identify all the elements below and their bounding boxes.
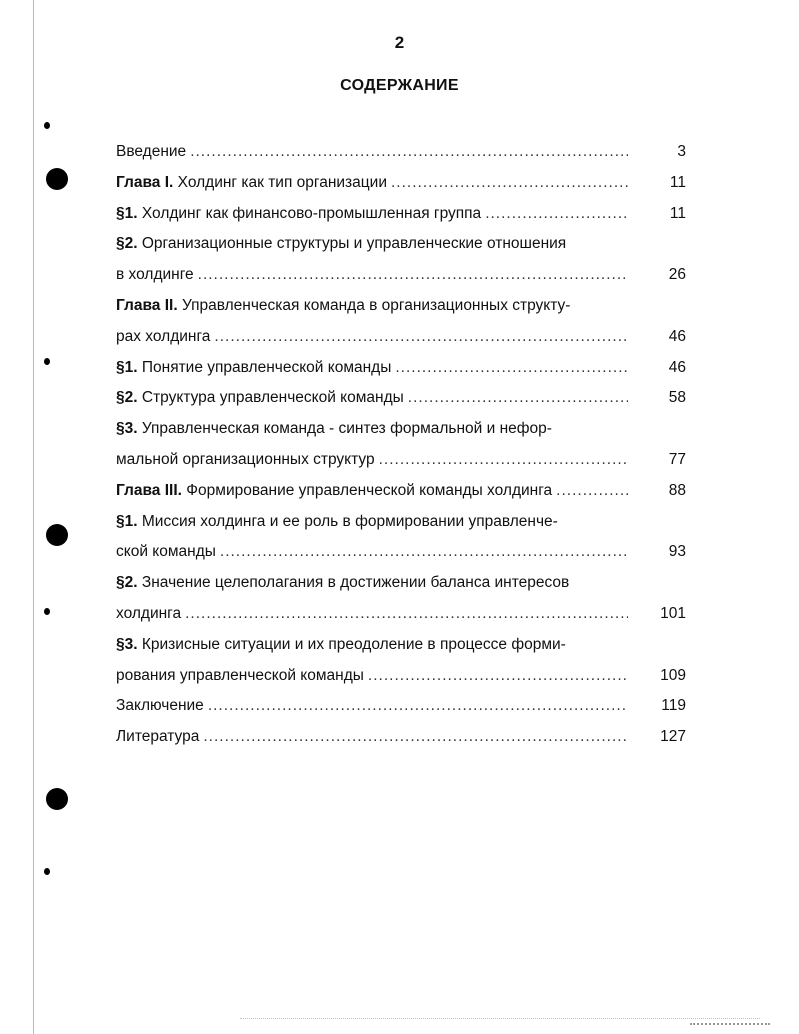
toc-line [116, 199, 686, 230]
toc-line [116, 599, 686, 630]
dot-leader [395, 353, 628, 384]
toc-entry-title-continued: ской команды [116, 543, 216, 561]
toc-entry-title: Управленческая команда в организационных структу- [177, 296, 571, 314]
toc-section-label: §3. [116, 635, 138, 653]
toc-page-number: 11 [669, 173, 686, 191]
scan-artifact [240, 1018, 760, 1023]
dot-leader [368, 661, 628, 692]
toc-line [116, 445, 686, 476]
toc-page-number: 88 [668, 481, 686, 499]
dot-leader [391, 168, 628, 199]
toc-entry-title: Миссия холдинга и ее роль в формировании управленче- [137, 512, 558, 530]
toc-line [116, 507, 686, 538]
toc-entry-title: Организационные структуры и управленческие отношения [137, 235, 567, 253]
page-number: 2 [394, 33, 405, 52]
toc-entry-title: Заключение [116, 697, 204, 715]
toc-section-label: §2. [116, 235, 138, 253]
toc-entry-title-continued: рования управленческой команды [116, 666, 364, 684]
toc-page-number: 119 [661, 697, 686, 715]
dot-leader [214, 322, 628, 353]
scan-artifact [690, 1023, 770, 1031]
toc-line [116, 137, 686, 168]
punch-hole-mark [44, 868, 50, 875]
punch-hole-mark [44, 608, 50, 615]
toc-entry [116, 168, 686, 199]
toc-page-number: 26 [668, 266, 686, 284]
toc-entry [116, 199, 686, 230]
dot-leader [190, 137, 628, 168]
toc-entry-title-continued: рах холдинга [116, 327, 211, 345]
toc-entry-title-continued: в холдинге [116, 266, 194, 284]
toc-entry [116, 137, 686, 168]
toc-line [116, 568, 686, 599]
dot-leader [556, 476, 628, 507]
toc-page-number: 46 [668, 358, 686, 376]
toc-line [116, 168, 686, 199]
toc-line [116, 537, 686, 568]
toc-line [116, 630, 686, 661]
toc-line [116, 722, 686, 753]
toc-entry [116, 291, 686, 353]
toc-entry-title: Значение целеполагания в достижении баланса интересов [137, 574, 570, 592]
toc-entry-title: Формирование управленческой команды холдинга [181, 481, 553, 499]
toc-entry-title: Структура управленческой команды [137, 389, 404, 407]
toc-section-label: §1. [116, 512, 138, 530]
table-of-contents [116, 137, 686, 753]
toc-entry [116, 383, 686, 414]
dot-leader [485, 199, 628, 230]
toc-line [116, 291, 686, 322]
toc-page-number: 93 [668, 543, 686, 561]
toc-entry-title-continued: мальной организационных структур [116, 450, 375, 468]
toc-entry-title: Холдинг как финансово-промышленная группа [137, 204, 482, 222]
toc-entry-title: Кризисные ситуации и их преодоление в процессе форми- [137, 635, 566, 653]
toc-entry [116, 353, 686, 384]
toc-entry [116, 630, 686, 692]
toc-entry [116, 691, 686, 722]
dot-leader [203, 722, 628, 753]
toc-page-number: 109 [660, 666, 686, 684]
toc-entry-title: Литература [116, 728, 200, 746]
toc-section-label: §1. [116, 358, 138, 376]
toc-entry-title: Введение [116, 143, 187, 160]
dot-leader [208, 691, 628, 722]
toc-line [116, 353, 686, 384]
toc-entry [116, 229, 686, 291]
toc-section-label: §2. [116, 574, 138, 592]
toc-section-label: §2. [116, 389, 138, 407]
punch-hole-mark [44, 358, 50, 365]
toc-line [116, 229, 686, 260]
dot-leader [220, 537, 628, 568]
toc-page-number: 46 [668, 327, 686, 345]
punch-hole [46, 524, 68, 546]
toc-section-label: §1. [116, 204, 138, 222]
toc-line [116, 661, 686, 692]
toc-line [116, 476, 686, 507]
toc-chapter-label: Глава II. [116, 296, 178, 314]
scan-edge-line [33, 0, 34, 1034]
toc-page-number: 3 [677, 143, 686, 160]
toc-entry [116, 476, 686, 507]
dot-leader [198, 260, 628, 291]
toc-entry-title: Управленческая команда - синтез формальной и нефор- [137, 420, 552, 438]
toc-entry [116, 414, 686, 476]
toc-page-number: 101 [660, 604, 686, 622]
punch-hole [46, 788, 68, 810]
toc-chapter-label: Глава III. [116, 481, 182, 499]
toc-line [116, 260, 686, 291]
toc-line [116, 383, 686, 414]
dot-leader [408, 383, 628, 414]
toc-page-number: 11 [669, 204, 686, 222]
toc-entry-title-continued: холдинга [116, 604, 182, 622]
toc-chapter-label: Глава I. [116, 173, 174, 191]
page-title: СОДЕРЖАНИЕ [340, 77, 459, 94]
toc-page-number: 58 [668, 389, 686, 407]
dot-leader [185, 599, 628, 630]
toc-entry [116, 507, 686, 569]
punch-hole [46, 168, 68, 190]
toc-section-label: §3. [116, 420, 138, 438]
dot-leader [379, 445, 628, 476]
toc-entry-title: Понятие управленческой команды [137, 358, 392, 376]
toc-entry [116, 568, 686, 630]
toc-page-number: 77 [668, 450, 686, 468]
toc-line [116, 691, 686, 722]
toc-entry [116, 722, 686, 753]
toc-line [116, 414, 686, 445]
toc-entry-title: Холдинг как тип организации [173, 173, 387, 191]
toc-line [116, 322, 686, 353]
toc-page-number: 127 [660, 728, 686, 746]
punch-hole-mark [44, 122, 50, 129]
